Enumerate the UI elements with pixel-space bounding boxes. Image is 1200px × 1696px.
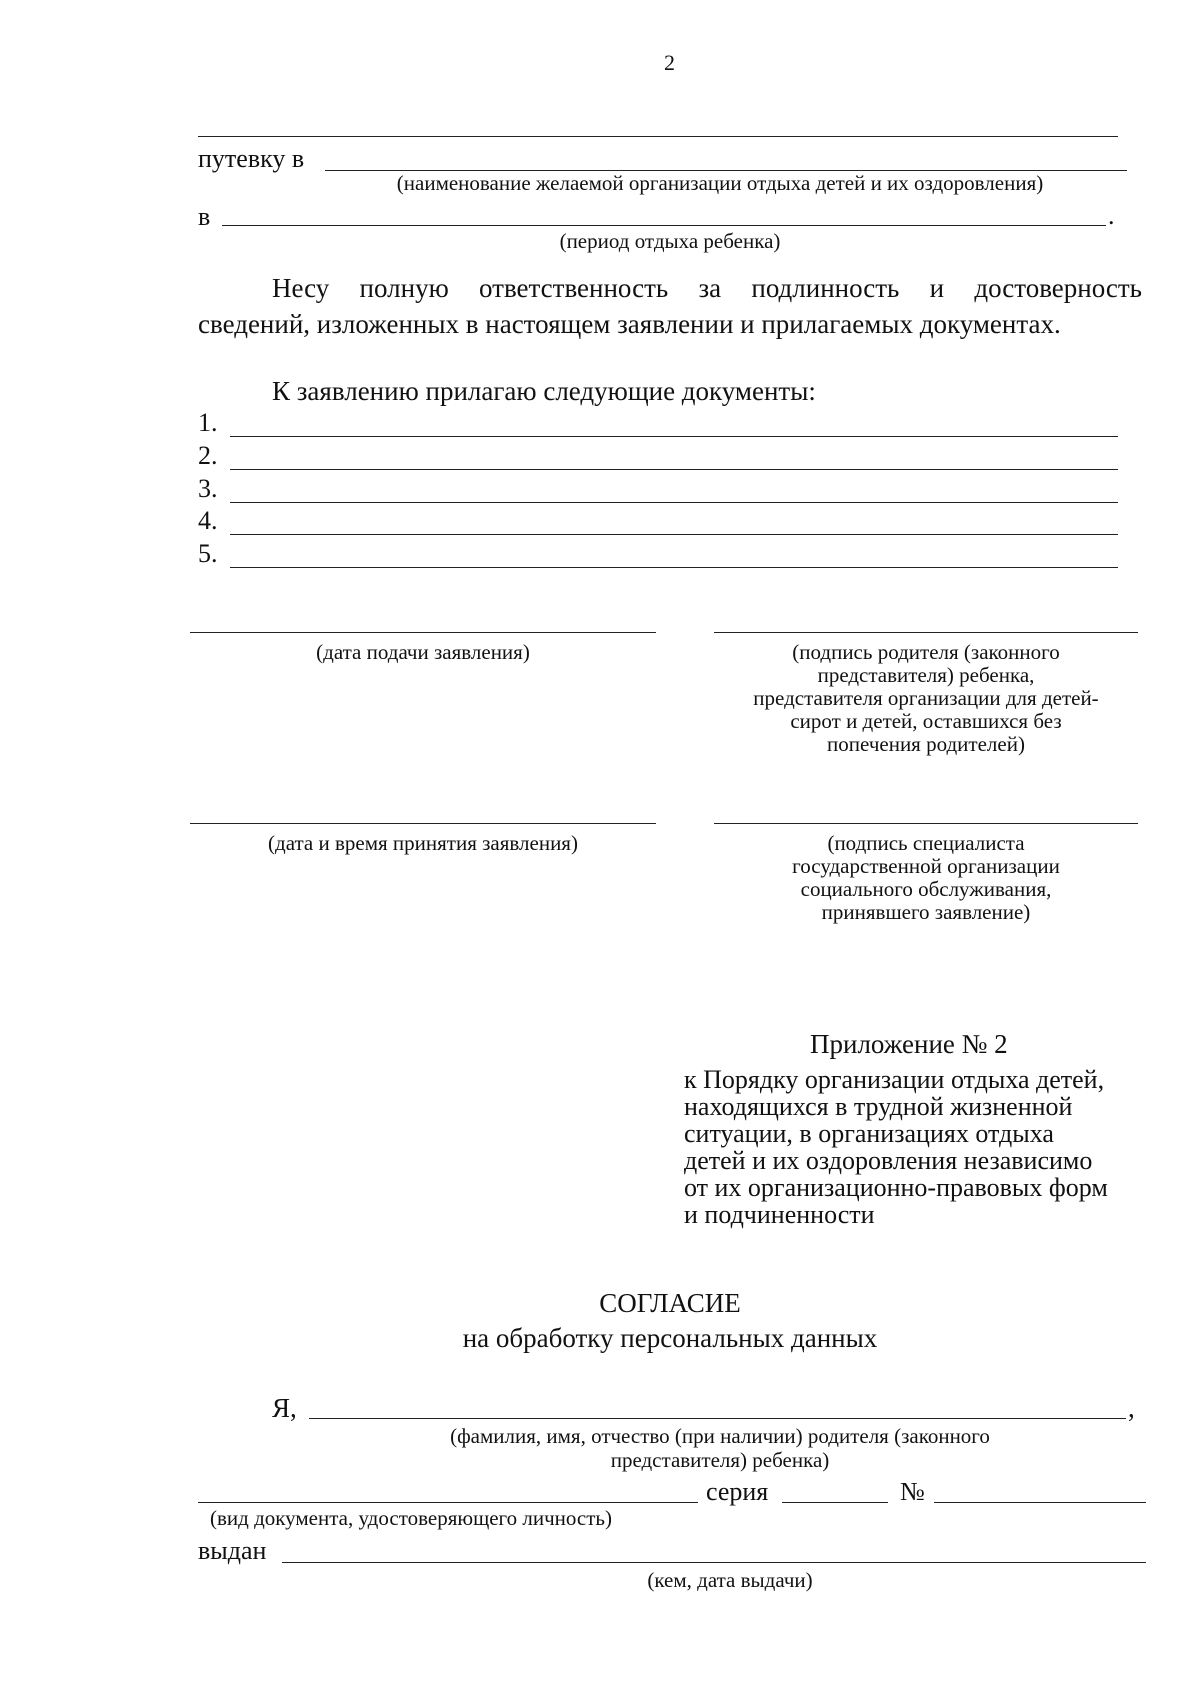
attachment-field-5[interactable] [230, 567, 1118, 568]
top-blank-line [198, 136, 1118, 137]
appendix-line-1: к Порядку организации отдыха детей, [684, 1065, 1105, 1094]
attachment-field-2[interactable] [230, 469, 1118, 470]
parent-name-field[interactable] [309, 1418, 1126, 1419]
acceptance-date-field[interactable] [190, 823, 656, 824]
parent-signature-caption-line-2: представителя) ребенка, [817, 663, 1035, 687]
attachment-number-5: 5. [198, 539, 218, 568]
document-number-field[interactable] [934, 1502, 1146, 1503]
acceptance-date-caption: (дата и время принятия заявления) [268, 831, 578, 855]
specialist-signature-caption-line-1: (подпись специалиста [827, 831, 1025, 855]
parent-signature-caption-line-1: (подпись родителя (законного [792, 640, 1060, 664]
period-caption: (период отдыха ребенка) [559, 229, 781, 253]
attachments-heading: К заявлению прилагаю следующие документы: [272, 376, 816, 406]
issued-by-field[interactable] [282, 1562, 1146, 1563]
parent-signature-caption-line-5: попечения родителей) [827, 732, 1025, 756]
specialist-signature-caption [714, 832, 1138, 924]
submission-date-field[interactable] [190, 632, 656, 633]
period-field[interactable] [222, 225, 1106, 226]
issued-label: выдан [198, 1536, 267, 1565]
parent-signature-caption-line-4: сирот и детей, оставшихся без [790, 709, 1062, 733]
specialist-signature-field[interactable] [714, 823, 1138, 824]
attachment-field-3[interactable] [230, 502, 1118, 503]
voucher-organization-caption: (наименование желаемой организации отдыха детей и их оздоровления) [396, 171, 1044, 195]
number-label: № [900, 1477, 925, 1506]
series-label: серия [706, 1477, 769, 1506]
identity-document-caption: (вид документа, удостоверяющего личность) [210, 1506, 613, 1530]
attachment-field-1[interactable] [230, 436, 1118, 437]
voucher-label: путевку в [198, 144, 305, 173]
attachment-field-4[interactable] [230, 534, 1118, 535]
appendix-line-2: находящихся в трудной жизненной [684, 1092, 1073, 1121]
consent-title: СОГЛАСИЕ [599, 1288, 741, 1318]
appendix-line-4: детей и их оздоровления независимо [684, 1146, 1093, 1175]
issued-caption: (кем, дата выдачи) [647, 1568, 813, 1592]
responsibility-line-1: Несу полную ответственность за подлинность и достоверность [272, 273, 1142, 303]
appendix-text [684, 1066, 1108, 1228]
specialist-signature-caption-line-4: принявшего заявление) [821, 900, 1031, 924]
period-prefix: в [198, 202, 211, 231]
identity-document-field[interactable] [198, 1502, 698, 1503]
period-suffix: . [1108, 201, 1115, 230]
parent-signature-field[interactable] [714, 632, 1138, 633]
appendix-line-3: ситуации, в организациях отдыха [684, 1119, 1054, 1148]
attachment-number-4: 4. [198, 506, 218, 535]
specialist-signature-caption-line-3: социального обслуживания, [800, 877, 1052, 901]
page-number: 2 [664, 50, 675, 75]
consent-i-suffix: , [1128, 1393, 1135, 1423]
appendix-title: Приложение № 2 [810, 1029, 1008, 1059]
attachment-number-1: 1. [198, 408, 218, 437]
appendix-line-5: от их организационно-правовых форм [684, 1173, 1108, 1202]
series-field[interactable] [782, 1502, 888, 1503]
parent-signature-caption [714, 641, 1138, 756]
parent-name-caption-1: (фамилия, имя, отчество (при наличии) родителя (законного [450, 1424, 990, 1448]
specialist-signature-caption-line-2: государственной организации [792, 854, 1060, 878]
consent-i-label: Я, [272, 1393, 297, 1423]
parent-signature-caption-line-3: представителя организации для детей- [753, 686, 1099, 710]
attachment-number-3: 3. [198, 474, 218, 503]
parent-name-caption-2: представителя) ребенка) [610, 1448, 830, 1472]
attachment-number-2: 2. [198, 441, 218, 470]
appendix-line-6: и подчиненности [684, 1200, 875, 1229]
consent-subtitle: на обработку персональных данных [462, 1323, 878, 1353]
submission-date-caption: (дата подачи заявления) [316, 640, 530, 664]
responsibility-line-2: сведений, изложенных в настоящем заявлении и прилагаемых документах. [198, 309, 1061, 339]
